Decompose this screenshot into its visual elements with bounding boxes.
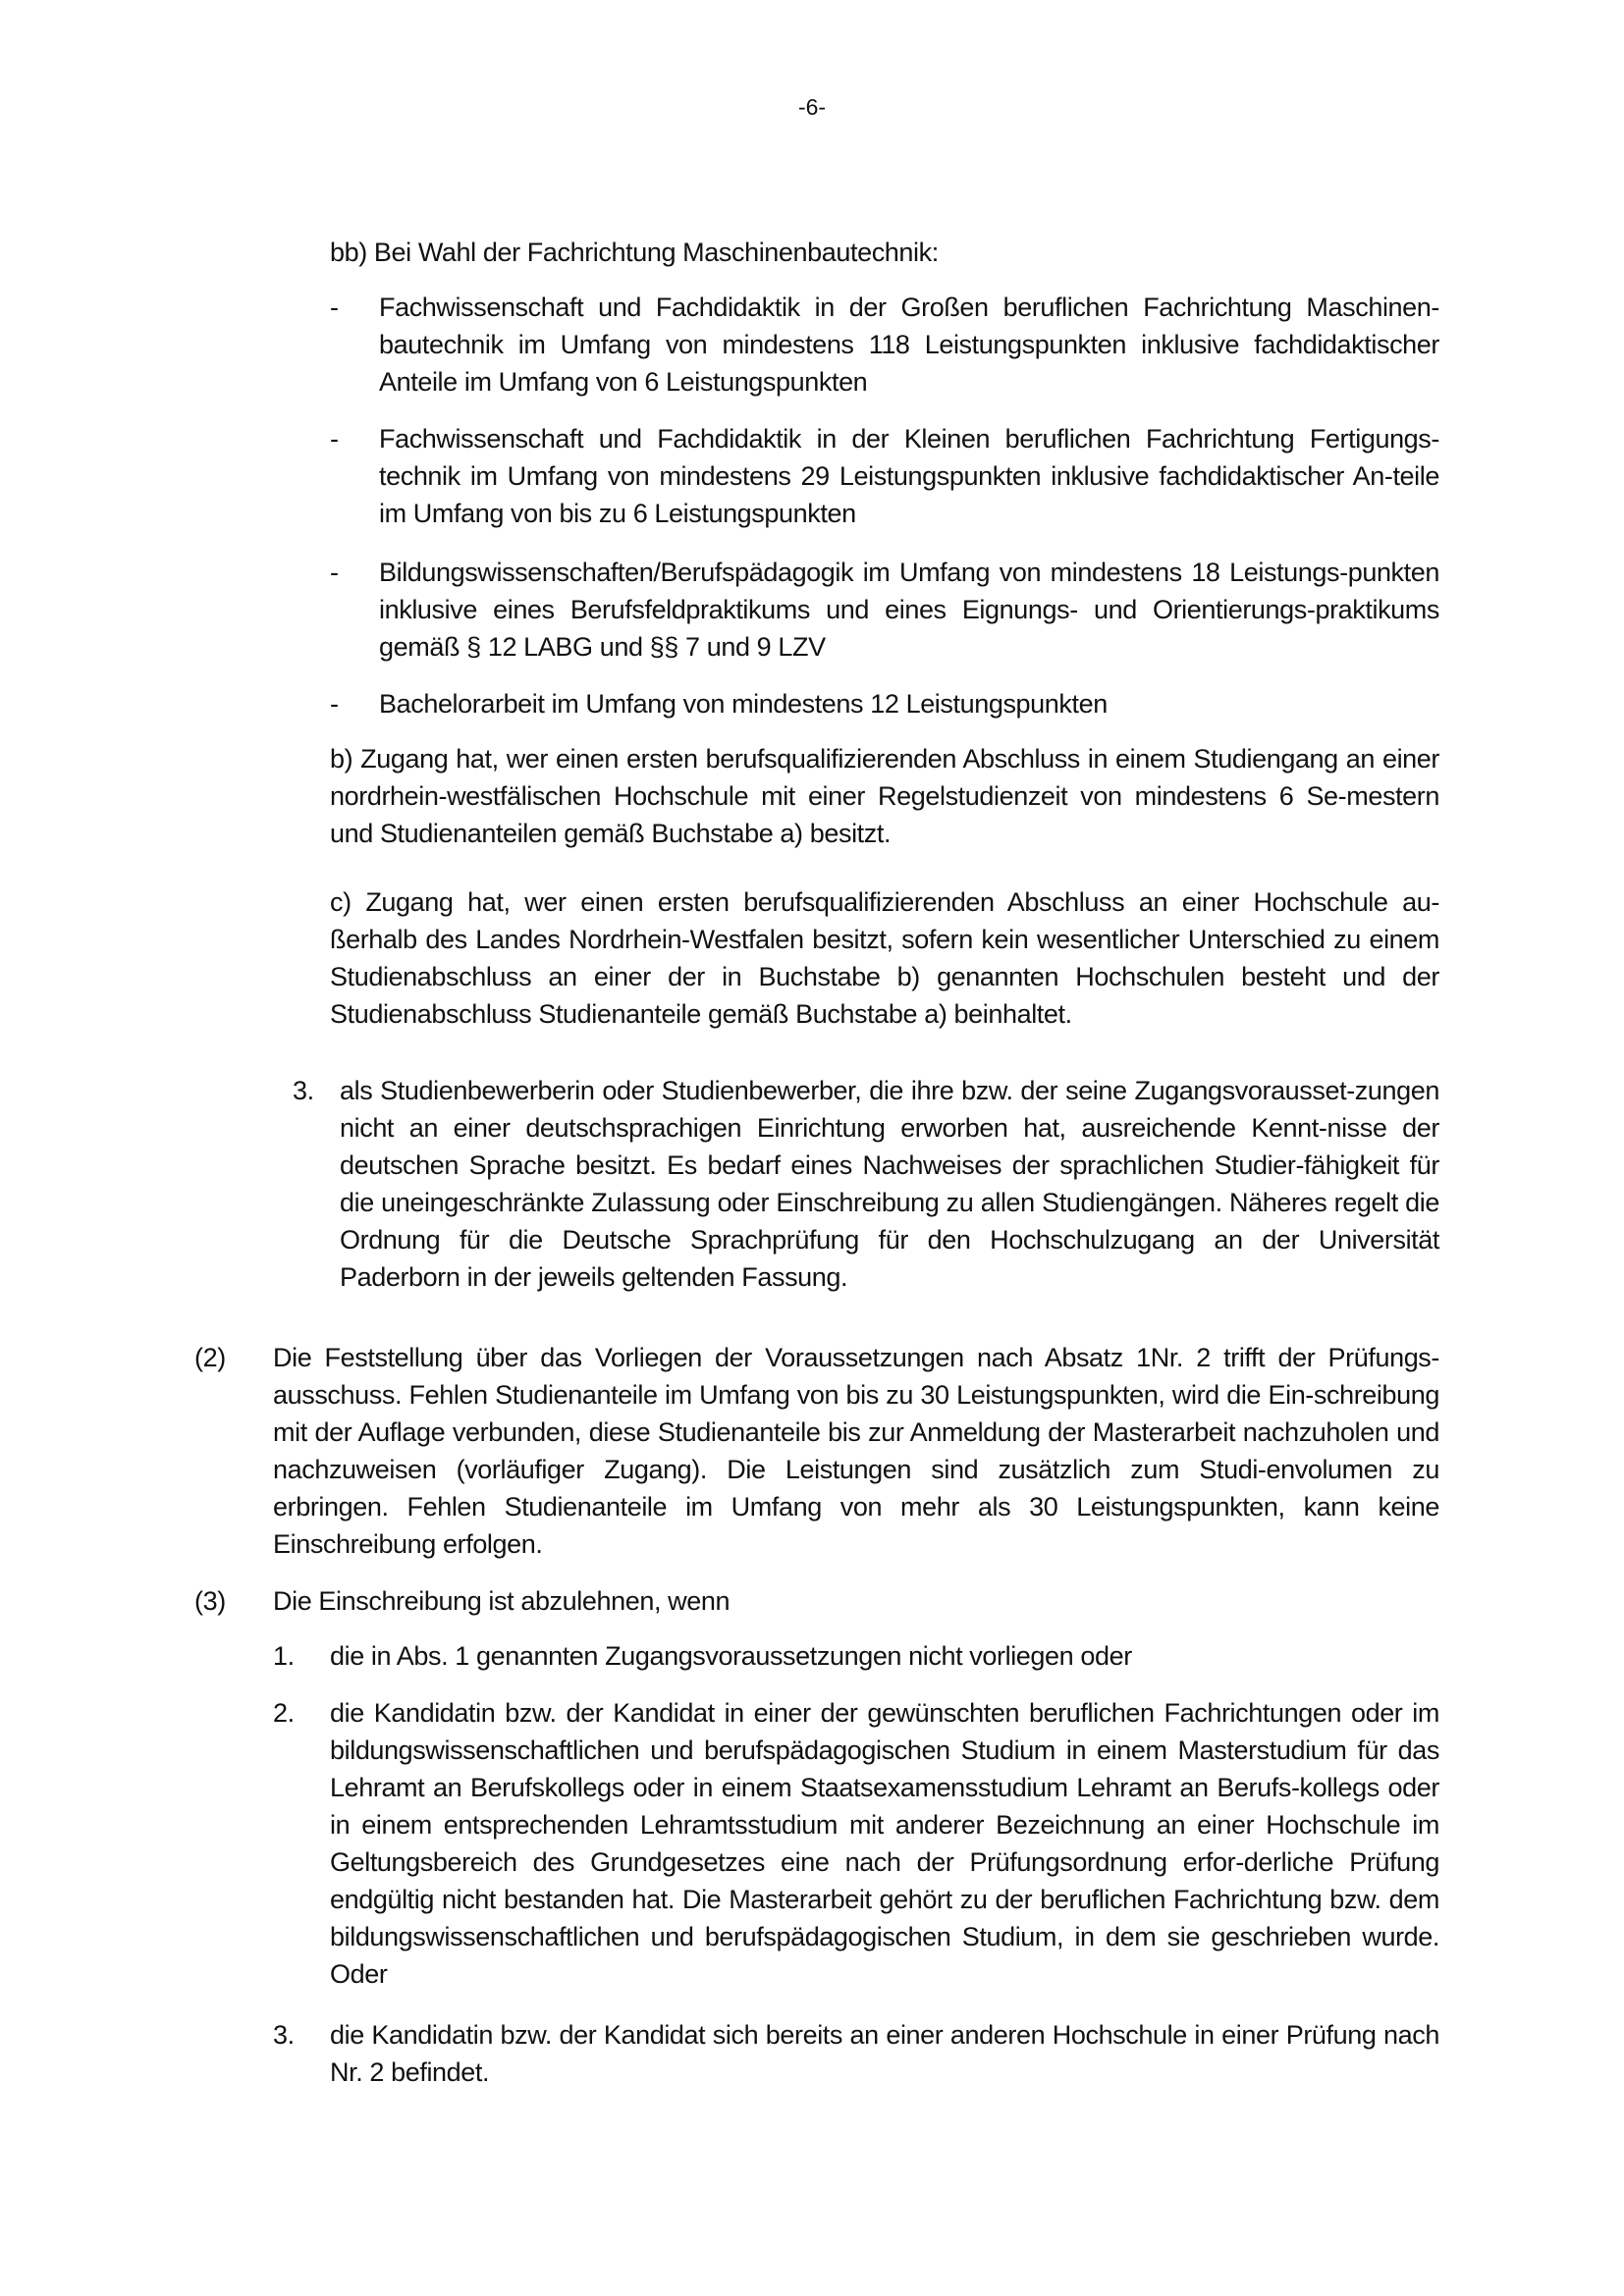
bullet-marker: - [330,689,339,719]
bullet-text: Bachelorarbeit im Umfang von mindestens 12 Leistungspunkten [379,689,1108,719]
page-number: -6- [797,94,827,120]
bullet-marker: - [330,293,339,322]
bullet-text: Fachwissenschaft und Fachdidaktik in der Großen beruflichen Fachrichtung Maschinen-bautechnik im Umfang von mindestens 118 Leistungspunkten inklusive fachdidaktischer Anteile im Umfang von 6 Leistungspunkten [379,293,1439,397]
item-text: die in Abs. 1 genannten Zugangsvoraussetzungen nicht vorliegen oder [330,1641,1132,1671]
item-text: die Kandidatin bzw. der Kandidat sich bereits an einer anderen Hochschule in einer Prüfung nach Nr. 2 befindet. [330,2020,1439,2087]
paragraph-b: b) Zugang hat, wer einen ersten berufsqualifizierenden Abschluss in einem Studiengang an einer nordrhein-westfälischen Hochschule mit einer Regelstudienzeit von mindestens 6 Se-mestern und Studienanteilen gemäß Buchstabe a) besitzt. [330,744,1439,848]
bullet-text: Fachwissenschaft und Fachdidaktik in der Kleinen beruflichen Fachrichtung Fertigungs-technik im Umfang von mindestens 29 Leistungspunkten inklusive fachdidaktischer An-teile im Umfang von bis zu 6 Leistungspunkten [379,424,1439,528]
paragraph-c: c) Zugang hat, wer einen ersten berufsqualifizierenden Abschluss an einer Hochschule au-ßerhalb des Landes Nordrhein-Westfalen besitzt, sofern kein wesentlicher Unterschied zu einem Studienabschluss an einer der in Buchstabe b) genannten Hochschulen besteht und der Studienabschluss Studienanteile gemäß Buchstabe a) beinhaltet. [330,887,1439,1029]
item-number: 2. [273,1698,295,1728]
item-number: 1. [273,1641,295,1671]
item-text: die Kandidatin bzw. der Kandidat in einer der gewünschten beruflichen Fachrichtungen oder im bildungswissenschaftlichen und berufspädagogischen Studium in einem Masterstudium für das Lehramt an Berufskollegs oder in einem Staatsexamensstudium Lehramt an Berufs-kollegs oder in einem entsprechenden Lehramtsstudium mit anderer Bezeichnung an einer Hochschule im Geltungsbereich des Grundgesetzes eine nach der Prüfungsordnung erfor-derliche Prüfung endgültig nicht bestanden hat. Die Masterarbeit gehört zu der beruflichen Fachrichtung bzw. dem bildungswissenschaftlichen und berufspädagogischen Studium, in dem sie geschrieben wurde. Oder [330,1698,1439,1989]
item-number: 3. [293,1076,314,1105]
section-intro: Die Einschreibung ist abzulehnen, wenn [273,1586,731,1616]
item-text: als Studienbewerberin oder Studienbewerber, die ihre bzw. der seine Zugangsvorausset-zungen nicht an einer deutschsprachigen Einrichtung erworben hat, ausreichende Kennt-nisse der deutschen Sprache besitzt. Es bedarf eines Nachweises der sprachlichen Studier-fähigkeit für die uneingeschränkte Zulassung oder Einschreibung zu allen Studiengängen. Näheres regelt die Ordnung für die Deutsche Sprachprüfung für den Hochschulzugang an der Universität Paderborn in der jeweils geltenden Fassung. [340,1076,1439,1292]
section-number: (2) [194,1343,226,1372]
bullet-marker: - [330,558,339,587]
section-text: Die Feststellung über das Vorliegen der Voraussetzungen nach Absatz 1Nr. 2 trifft der Prüfungs-ausschuss. Fehlen Studienanteile im Umfang von bis zu 30 Leistungspunkten, wird die Ein-schreibung mit der Auflage verbunden, diese Studienanteile bis zur Anmeldung der Masterarbeit nachzuholen und nachzuweisen (vorläufiger Zugang). Die Leistungen sind zusätzlich zum Studi-envolumen zu erbringen. Fehlen Studienanteile im Umfang von mehr als 30 Leistungspunkten, kann keine Einschreibung erfolgen. [273,1343,1439,1559]
bullet-marker: - [330,424,339,454]
item-number: 3. [273,2020,295,2050]
bullet-text: Bildungswissenschaften/Berufspädagogik im Umfang von mindestens 18 Leistungs-punkten inklusive eines Berufsfeldpraktikums und eines Eignungs- und Orientierungs-praktikums gemäß § 12 LABG und §§ 7 und 9 LZV [379,558,1439,662]
bb-heading: bb) Bei Wahl der Fachrichtung Maschinenbautechnik: [330,238,939,267]
section-number: (3) [194,1586,226,1616]
